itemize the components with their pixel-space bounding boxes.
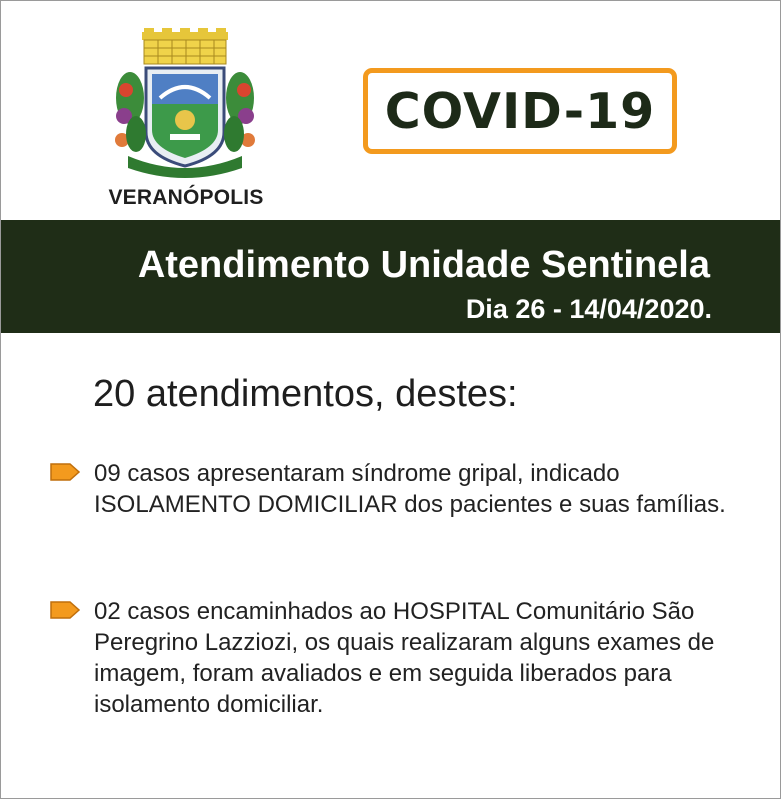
list-item [50, 596, 740, 720]
banner-date: Dia 26 - 14/04/2020. [465, 294, 712, 324]
covid-badge-text: COVID-19 [384, 82, 656, 140]
banner-title: Atendimento Unidade Sentinela [137, 244, 710, 286]
city-name: VERANÓPOLIS [108, 186, 264, 209]
list-item-text: 02 casos encaminhados ao HOSPITAL Comunitário São Peregrino Lazziozi, os quais realizaram alguns exames de imagem, foram avaliados e em seguida liberados para isolamento domiciliar. [94, 598, 715, 718]
municipal-coat-of-arms-icon [110, 28, 260, 183]
covid-badge [363, 68, 677, 154]
orange-arrow-bullet-icon [50, 463, 80, 481]
list-item-text: 09 casos apresentaram síndrome gripal, indicado ISOLAMENTO DOMICILIAR dos pacientes e suas famílias. [94, 460, 726, 518]
title-banner [1, 220, 780, 333]
orange-arrow-bullet-icon [50, 601, 80, 619]
list-item [50, 458, 740, 520]
summary-heading: 20 atendimentos, destes: [93, 373, 518, 415]
